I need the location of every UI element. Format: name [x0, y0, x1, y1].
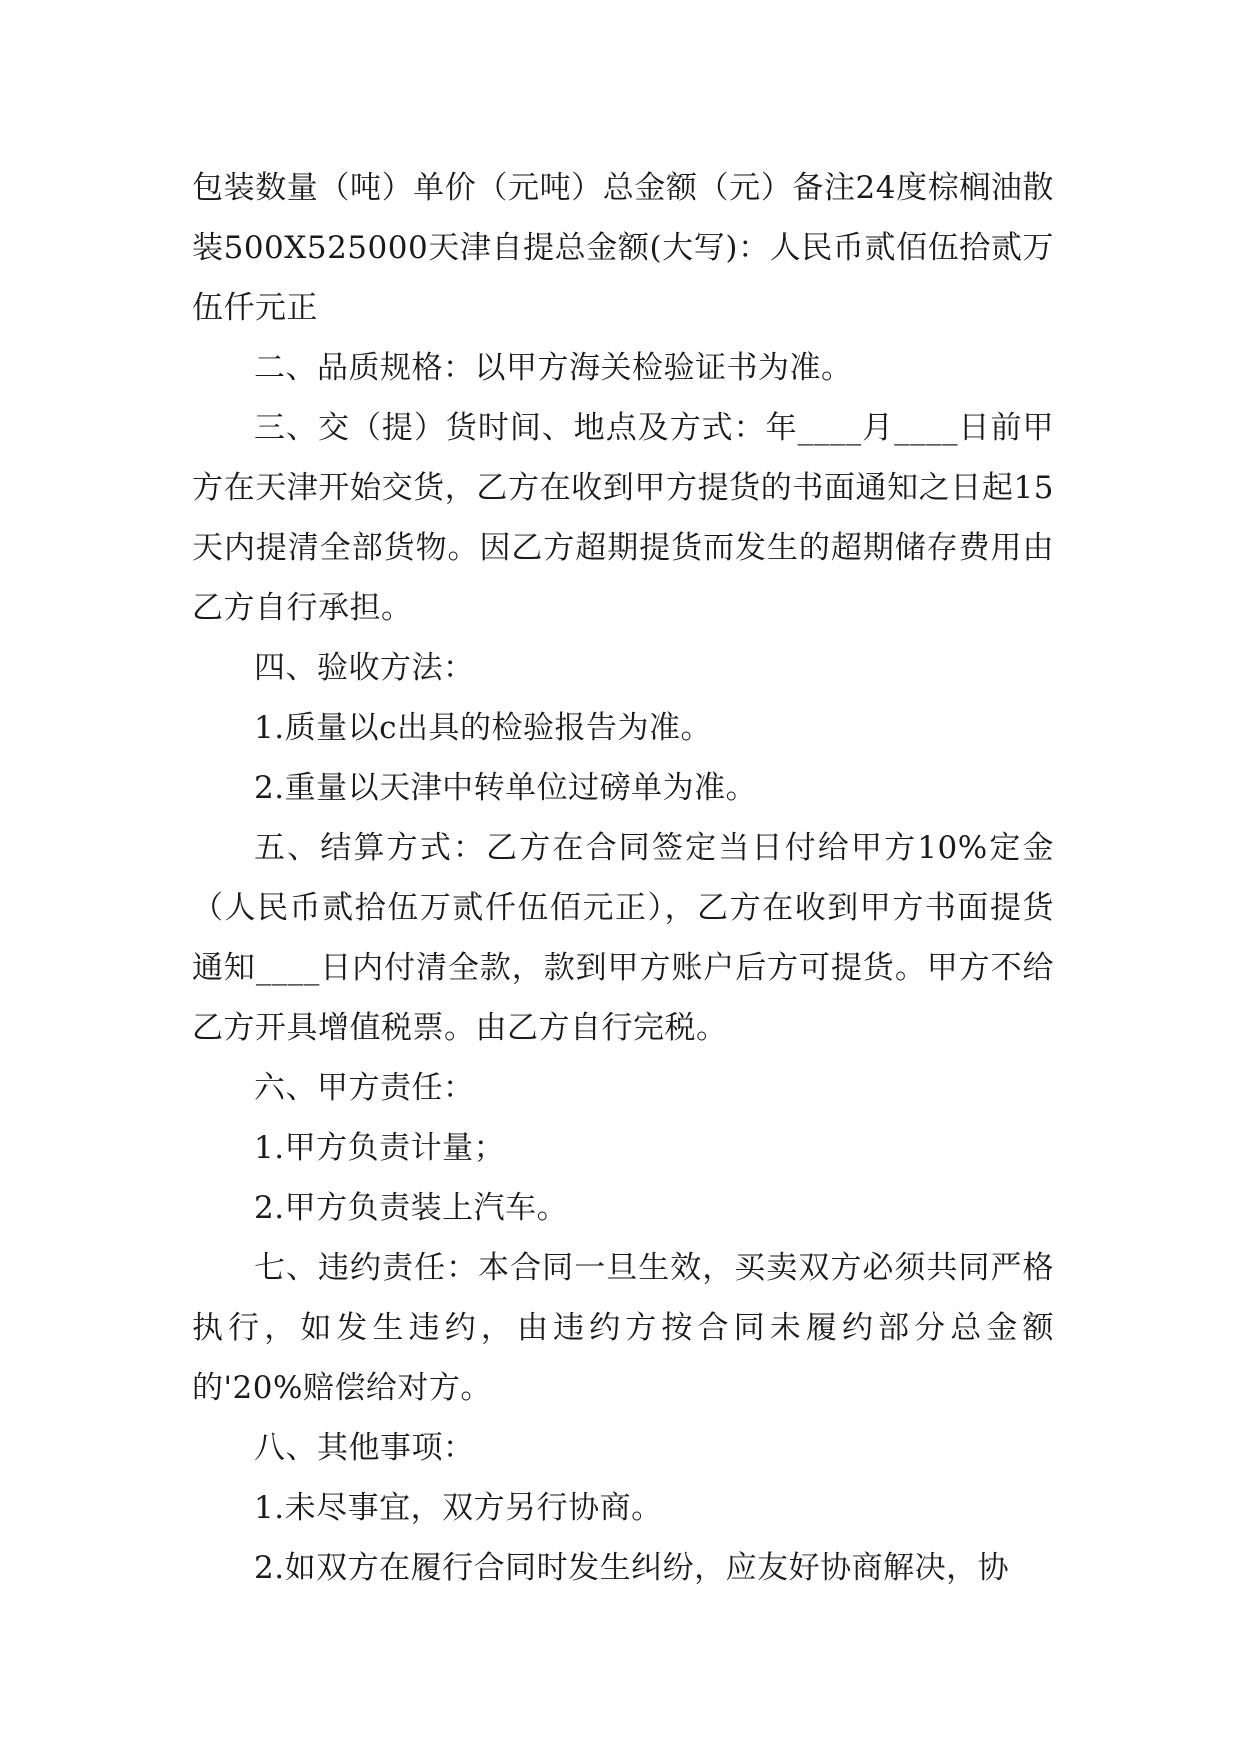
paragraph-other-item-1: 1.未尽事宜，双方另行协商。 — [254, 1490, 663, 1526]
paragraph-breach-liability: 七、违约责任：本合同一旦生效，买卖双方必须共同严格执行，如发生违约，由违约方按合同未履约部分总金额的'20%赔偿给对方。 — [192, 1250, 1054, 1406]
paragraph-acceptance-heading: 四、验收方法： — [254, 650, 475, 686]
paragraph-other-item-2: 2.如双方在履行合同时发生纠纷，应友好协商解决，协 — [254, 1550, 1010, 1586]
document-body — [192, 158, 1054, 1598]
paragraph-quality-spec: 二、品质规格：以甲方海关检验证书为准。 — [254, 350, 853, 386]
paragraph-settlement-terms: 五、结算方式：乙方在合同签定当日付给甲方10%定金（人民币贰拾伍万贰仟伍佰元正），乙方在收到甲方书面提货通知____日内付清全款，款到甲方账户后方可提货。甲方不给乙方开具增值税票。由乙方自行完税。 — [192, 830, 1054, 1046]
paragraph-party-a-metering: 1.甲方负责计量； — [254, 1130, 506, 1166]
paragraph-party-a-heading: 六、甲方责任： — [254, 1070, 475, 1106]
paragraph-delivery-terms: 三、交（提）货时间、地点及方式：年____月____日前甲方在天津开始交货，乙方在收到甲方提货的书面通知之日起15天内提清全部货物。因乙方超期提货而发生的超期储存费用由乙方自行承担。 — [192, 410, 1054, 626]
paragraph-party-a-loading: 2.甲方负责装上汽车。 — [254, 1190, 569, 1226]
paragraph-other-heading: 八、其他事项： — [254, 1430, 475, 1466]
paragraph-goods-table-text: 包装数量（吨）单价（元吨）总金额（元）备注24度棕榈油散装500X525000天津自提总金额(大写)：人民币贰佰伍拾贰万伍仟元正 — [192, 170, 1054, 326]
paragraph-acceptance-quality: 1.质量以c出具的检验报告为准。 — [254, 710, 712, 746]
paragraph-acceptance-weight: 2.重量以天津中转单位过磅单为准。 — [254, 770, 758, 806]
